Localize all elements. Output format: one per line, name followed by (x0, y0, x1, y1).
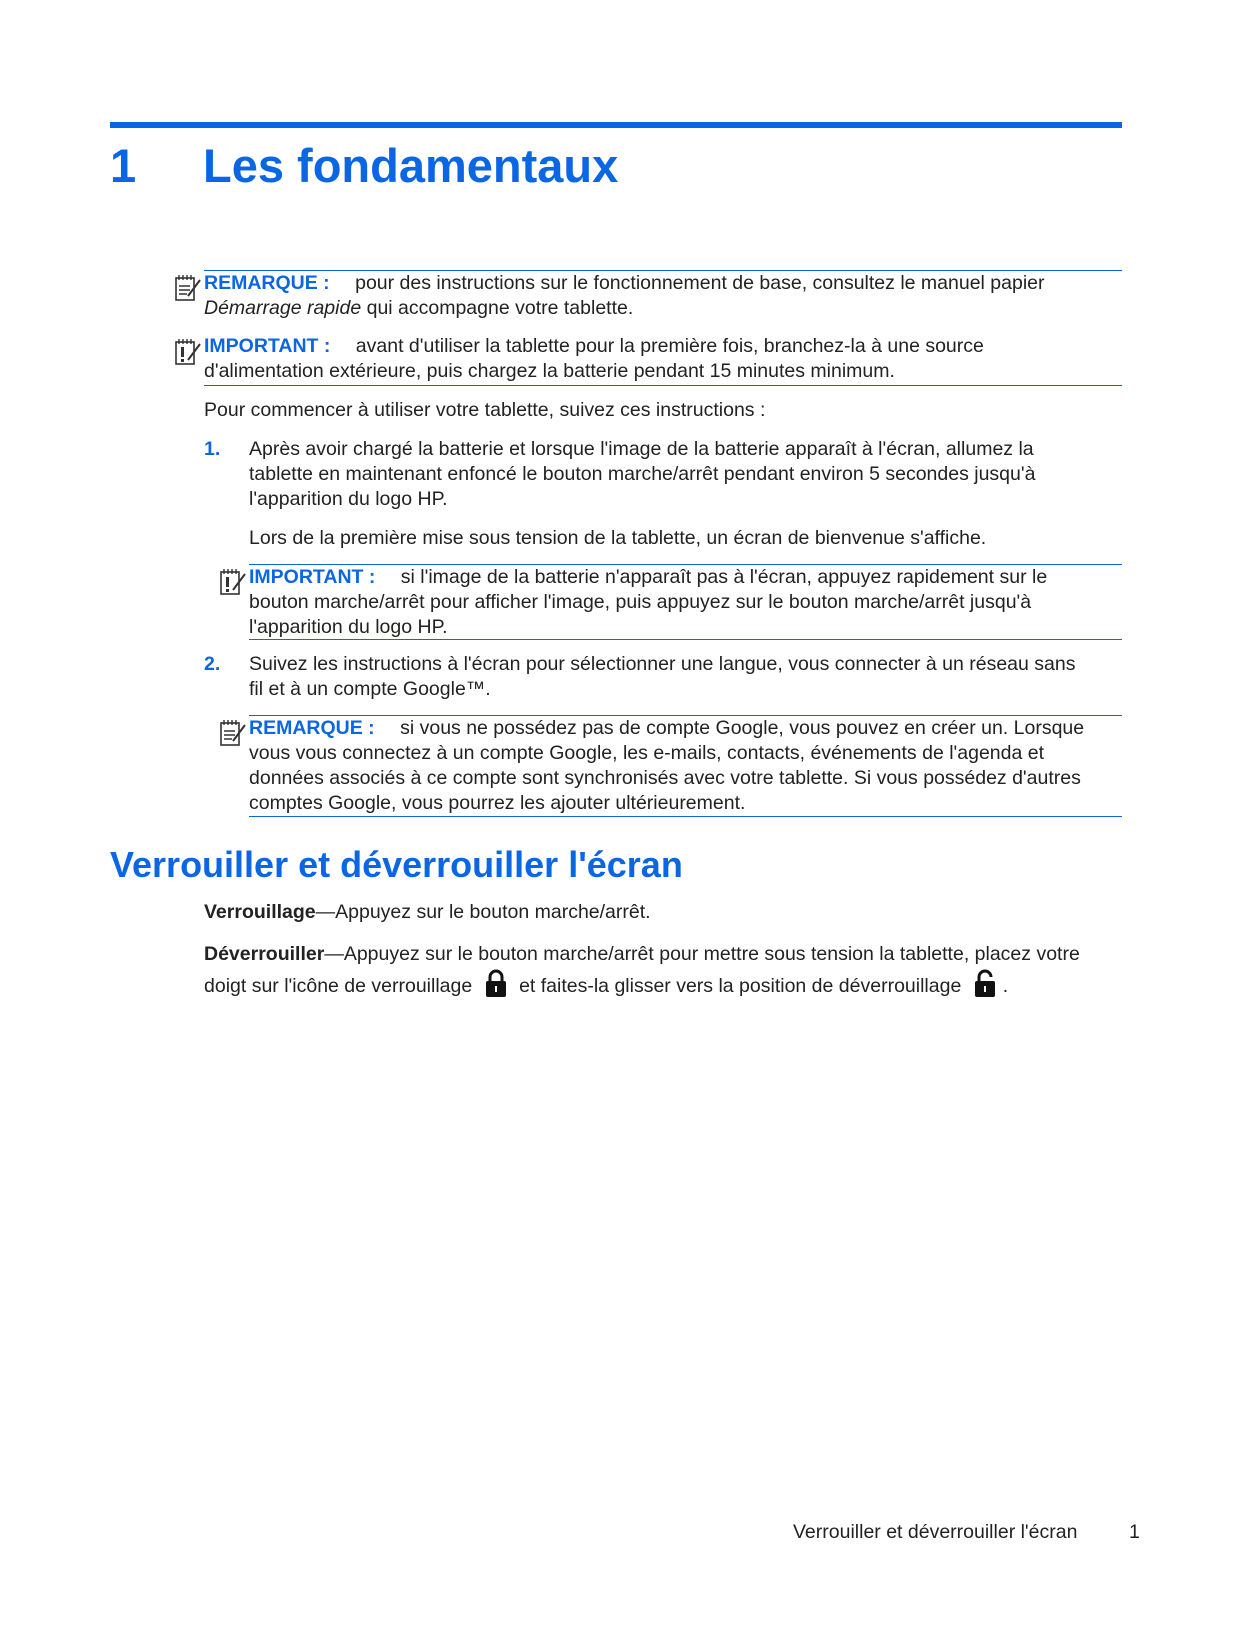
chapter-heading (110, 134, 618, 198)
note-remarque-2: REMARQUE : si vous ne possédez pas de compte Google, vous pouvez en créer un. Lorsque vous vous connectez à un compte Google, les e-mails, contacts, événements de l'agenda et données associés à ce compte sont synchronisés avec votre tablette. Si vous possédez d'autres comptes Google, vous pourrez les ajouter ultérieurement. (249, 717, 1085, 814)
footer-title: Verrouiller et déverrouiller l'écran (793, 1521, 1078, 1543)
intro-paragraph: Pour commencer à utiliser votre tablette, suivez ces instructions : (204, 399, 766, 421)
important-pad-icon (174, 336, 202, 366)
note-bottom-rule (249, 639, 1122, 640)
note-bottom-rule (249, 816, 1122, 817)
lock-icon (484, 968, 508, 998)
chapter-number: 1 (110, 139, 137, 192)
unlock-icon (973, 968, 997, 998)
unlock-paragraph: Déverrouiller—Appuyez sur le bouton marche/arrêt pour mettre sous tension la tablette, placez votre doigt sur l'icône de verrouillage et faites-la glisser vers la position de déverrouillage . (204, 943, 1080, 997)
step-1-text: Après avoir chargé la batterie et lorsque l'image de la batterie apparaît à l'écran, allumez la tablette en maintenant enfoncé le bouton marche/arrêt pendant environ 5 secondes jusqu'à l'apparition du logo HP. (249, 438, 1036, 510)
note-important-2: IMPORTANT : si l'image de la batterie n'apparaît pas à l'écran, appuyez rapidement sur le bouton marche/arrêt pour afficher l'image, puis appuyez sur le bouton marche/arrêt jusqu'à l'apparition du logo HP. (249, 566, 1048, 638)
page-number: 1 (1129, 1521, 1140, 1543)
note-remarque-1: REMARQUE : pour des instructions sur le fonctionnement de base, consultez le manuel papier Démarrage rapide qui accompagne votre tablette. (204, 272, 1045, 319)
note-bottom-rule (204, 385, 1122, 386)
step-1-extra: Lors de la première mise sous tension de la tablette, un écran de bienvenue s'affiche. (249, 527, 987, 549)
step-number: 2. (204, 653, 221, 675)
note-important-1: IMPORTANT : avant d'utiliser la tablette pour la première fois, branchez-la à une source d'alimentation extérieure, puis chargez la batterie pendant 15 minutes minimum. (204, 335, 984, 382)
lock-paragraph: Verrouillage—Appuyez sur le bouton marche/arrêt. (204, 901, 651, 923)
chapter-title: Les fondamentaux (203, 139, 619, 192)
step-2-text: Suivez les instructions à l'écran pour sélectionner une langue, vous connecter à un réseau sans fil et à un compte Google™. (249, 653, 1076, 700)
section-title: Verrouiller et déverrouiller l'écran (110, 844, 683, 885)
step-number: 1. (204, 438, 221, 460)
note-pad-icon (219, 717, 247, 747)
important-pad-icon (219, 566, 247, 596)
chapter-top-rule (110, 122, 1122, 128)
note-pad-icon (174, 272, 202, 302)
